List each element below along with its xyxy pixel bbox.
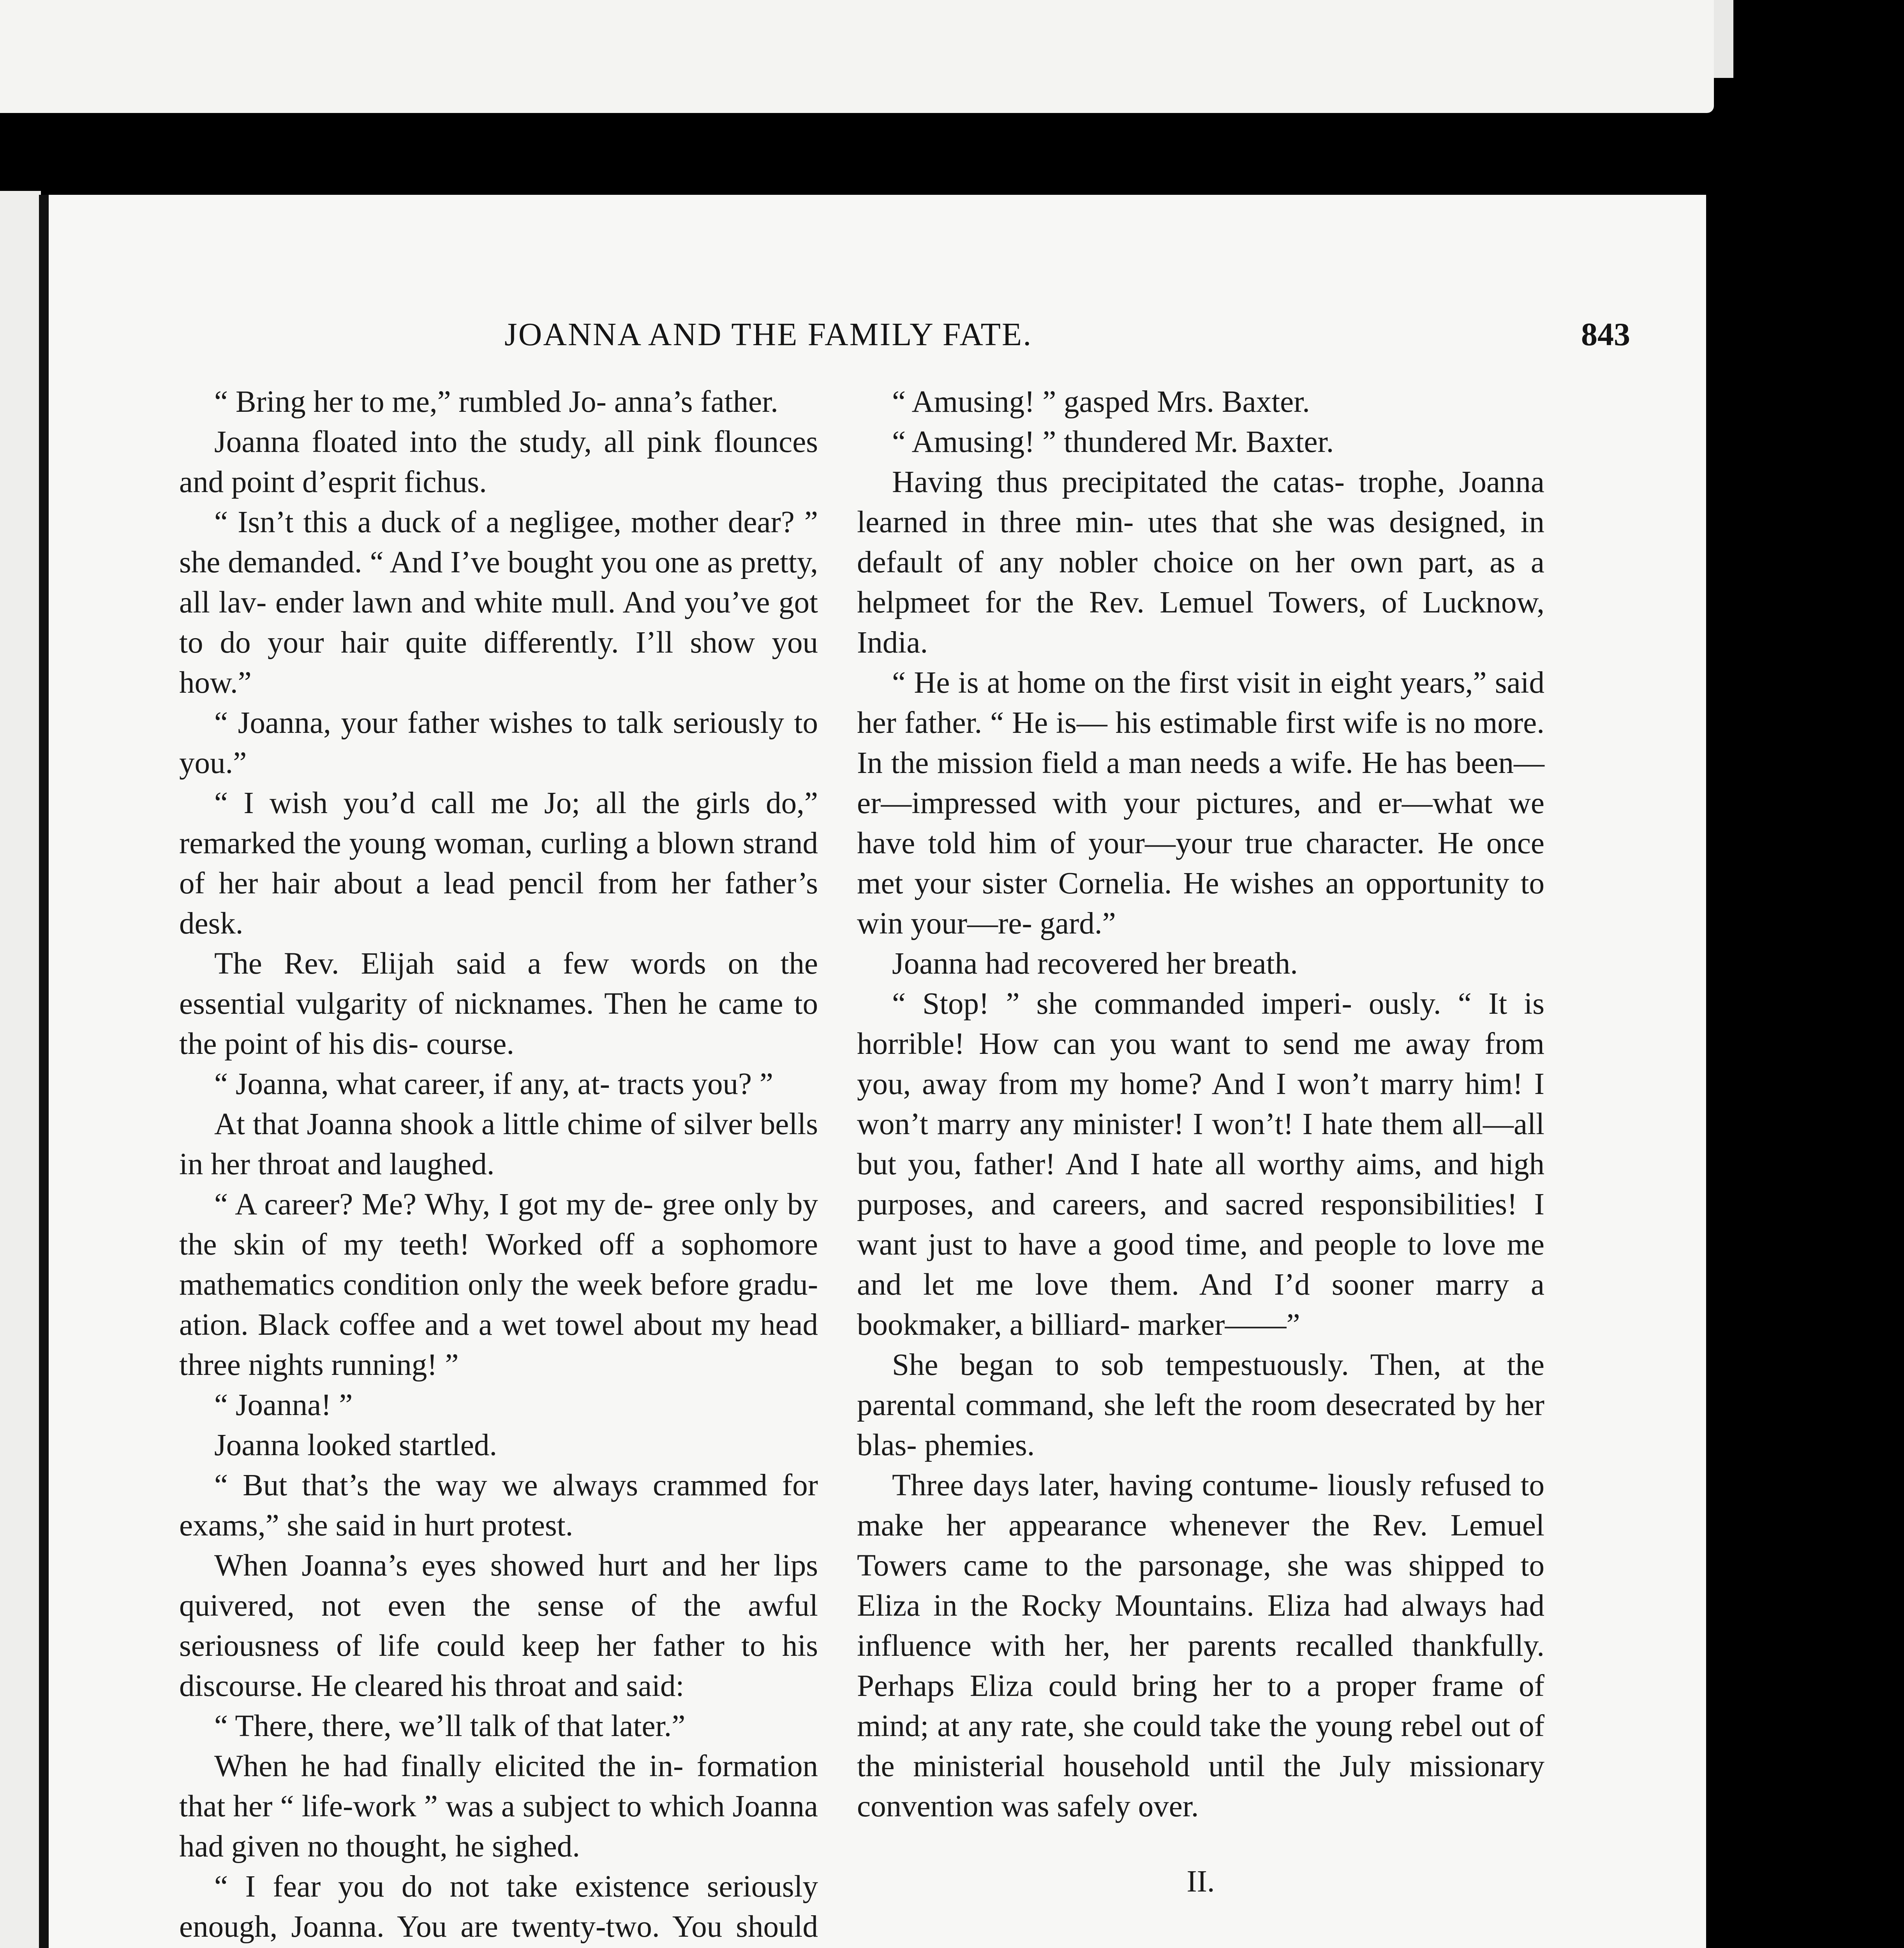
- paragraph: “ Amusing! ” gasped Mrs. Baxter.: [892, 385, 1310, 419]
- running-title: JOANNA AND THE FAMILY FATE.: [504, 316, 1033, 353]
- paragraph: “ Stop! ” she commanded imperi- ously. “ It is horrible! How can you want to send me away from you, away from my home? And I won’t marry him! I won’t marry any minister! I won’t! I hate them all—all but you, father! And I hate all worthy aims, and high purposes, and careers, and sacred responsibilities! I want just to have a good time, and people to love me and let me love them. And I’d sooner marry a bookmaker, a billiard- marker——”: [857, 987, 1544, 1342]
- paragraph: Joanna floated into the study, all pink flounces and point d’esprit fichus.: [179, 425, 818, 499]
- paragraph: “ But that’s the way we always crammed for exams,” she said in hurt protest.: [179, 1468, 818, 1542]
- paragraph: “ Bring her to me,” rumbled Jo- anna’s father.: [214, 385, 778, 419]
- paragraph: “ Joanna, what career, if any, at- tracts you? ”: [214, 1067, 773, 1101]
- right-column: [857, 382, 1544, 1948]
- paragraph: “ Joanna! ”: [214, 1388, 353, 1422]
- book-page: [49, 195, 1706, 1948]
- paragraph: Joanna had recovered her breath.: [892, 947, 1298, 981]
- paragraph: When Joanna’s eyes showed hurt and her lips quivered, not even the sense of the awful seriousness of life could keep her father to his discourse. He cleared his throat and said:: [179, 1549, 818, 1703]
- previous-page-corner: [1714, 0, 1733, 78]
- paragraph: Having thus precipitated the catas- trophe, Joanna learned in three min- utes that she was designed, in default of any nobler choice on her own part, as a helpmeet for the Rev. Lemuel Towers, of Lucknow, India.: [857, 465, 1544, 660]
- page-header: [49, 316, 1706, 374]
- previous-page-edge: [0, 0, 1714, 113]
- paragraph: “ Joanna, your father wishes to talk seriously to you.”: [179, 706, 818, 780]
- paragraph: She began to sob tempestuously. Then, at the parental command, she left the room desecrated by her blas- phemies.: [857, 1348, 1544, 1462]
- book-binding-edge: [0, 191, 41, 1948]
- paragraph: When he had finally elicited the in- formation that her “ life-work ” was a subject to which Joanna had given no thought, he sighed.: [179, 1749, 818, 1863]
- binding-shadow: [39, 195, 49, 1948]
- paragraph: “ I fear you do not take existence seriously enough, Joanna. You are twenty-two. You should: [179, 1870, 818, 1944]
- paragraph: “ Amusing! ” thundered Mr. Baxter.: [892, 425, 1334, 459]
- paragraph: Three days later, having contume- liously refused to make her appearance whenever the Rev. Lemuel Towers came to the parsonage, she was shipped to Eliza in the Rocky Mountains. Eliza had always had influence with her, her parents recalled thankfully. Perhaps Eliza could bring her to a proper frame of mind; at any rate, she could take the young rebel out of the ministerial household until the July missionary convention was safely over.: [857, 1468, 1544, 1823]
- paragraph: Joanna looked startled.: [214, 1428, 497, 1462]
- section-heading: II.: [1186, 1865, 1215, 1899]
- paragraph: “ Isn’t this a duck of a negligee, mother dear? ” she demanded. “ And I’ve bought you one as pretty, all lav- ender lawn and white mull. And you’ve got to do your hair quite differently. I’ll show you how.”: [179, 505, 818, 700]
- paragraph: At that Joanna shook a little chime of silver bells in her throat and laughed.: [179, 1107, 818, 1181]
- paragraph: “ There, there, we’ll talk of that later.”: [214, 1709, 686, 1743]
- paragraph: “ I wish you’d call me Jo; all the girls do,” remarked the young woman, curling a blown strand of her hair about a lead pencil from her father’s desk.: [179, 786, 818, 940]
- paragraph: “ He is at home on the first visit in eight years,” said her father. “ He is— his estimable first wife is no more. In the mission field a man needs a wife. He has been—er—impressed with your pictures, and er—what we have told him of your—your true character. He once met your sister Cornelia. He wishes an opportunity to win your—re- gard.”: [857, 666, 1544, 940]
- paragraph: The Rev. Elijah said a few words on the essential vulgarity of nicknames. Then he came to the point of his dis- course.: [179, 947, 818, 1061]
- page-number: 843: [1581, 316, 1630, 353]
- left-column: [179, 382, 818, 1948]
- paragraph: “ A career? Me? Why, I got my de- gree only by the skin of my teeth! Worked off a sophomore mathematics condition only the week before gradu- ation. Black coffee and a wet towel about my head three nights running! ”: [179, 1188, 818, 1382]
